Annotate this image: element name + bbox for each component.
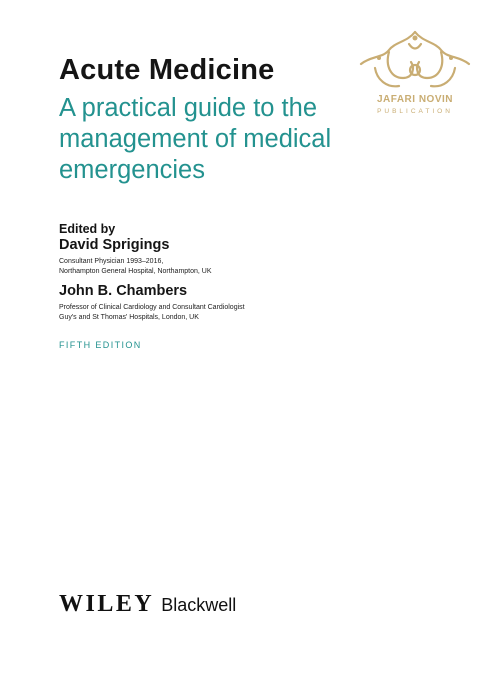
publisher-name: WILEY [59, 591, 155, 617]
watermark-logo [355, 28, 475, 123]
book-title: Acute Medicine [59, 54, 275, 86]
editor-block [59, 283, 245, 323]
editor-block [59, 237, 212, 277]
edited-by-label: Edited by [59, 222, 116, 236]
editor-name: John B. Chambers [59, 283, 188, 299]
watermark-subtitle: PUBLICATION [377, 108, 453, 115]
editor-affiliation [59, 303, 245, 323]
edition-label: FIFTH EDITION [59, 340, 142, 350]
book-subtitle: A practical guide to the management of medical emergencies [59, 94, 332, 184]
publisher-logo [59, 591, 236, 618]
watermark-name: JAFARI NOVIN [376, 94, 453, 105]
editor-affiliation-line: Northampton General Hospital, Northampton, UK [59, 268, 212, 275]
ornament-icon [355, 28, 475, 98]
editor-affiliation-line: Guy's and St Thomas' Hospitals, London, UK [59, 314, 199, 321]
editor-affiliation-line: Consultant Physician 1993–2016, [59, 258, 164, 265]
editor-name: David Sprigings [59, 237, 170, 253]
publisher-imprint: Blackwell [161, 595, 237, 615]
editor-affiliation-line: Professor of Clinical Cardiology and Consultant Cardiologist [59, 304, 245, 311]
editor-affiliation [59, 257, 212, 277]
